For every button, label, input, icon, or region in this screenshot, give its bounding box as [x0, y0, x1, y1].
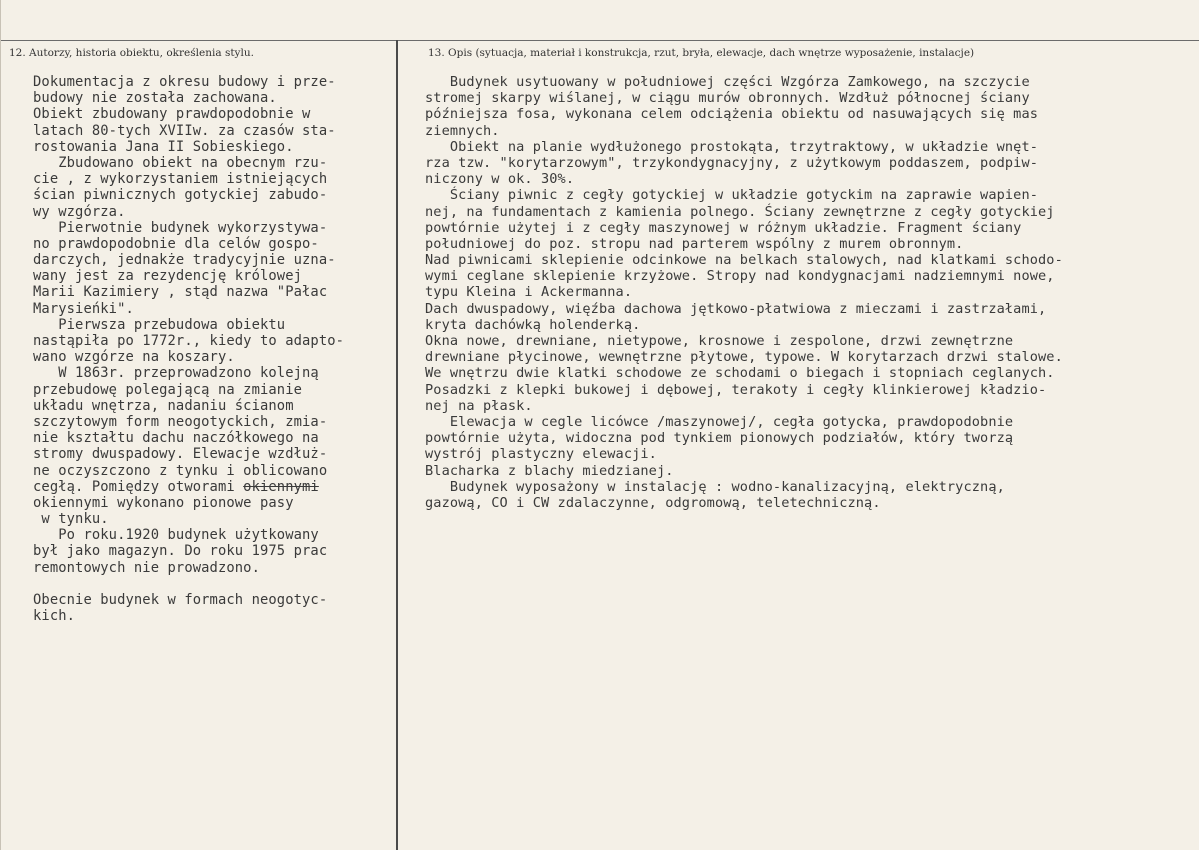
text-line: ne oczyszczono z tynku i oblicowano — [33, 462, 328, 479]
text-line: Zbudowano obiekt na obecnym rzu- — [33, 154, 328, 171]
text-line: Marii Kazimiery , stąd nazwa "Pałac — [33, 284, 328, 301]
text-line: Po roku.1920 budynek użytkowany — [33, 527, 319, 544]
text-line: Obecnie budynek w formach neogotyc- — [33, 592, 328, 608]
text-line: kryta dachówką holenderką. — [425, 316, 641, 333]
column-divider — [396, 40, 398, 850]
text-line: latach 80-tych XVIIw. za czasów sta- — [33, 122, 336, 139]
text-line: powtórnie użytej i z cegły maszynowej w różnym układzie. Fragment ściany — [425, 219, 1022, 236]
text-line: kich. — [33, 608, 76, 625]
text-line: wy wzgórza. — [33, 203, 126, 220]
text-line: stromej skarpy wiślanej, w ciągu murów obronnych. Wzdłuż północnej ściany — [425, 90, 1030, 107]
history-column — [33, 74, 344, 624]
struck-word: okiennymi — [243, 478, 319, 495]
text-line: gazową, CO i CW zdalaczynne, odgromową, teletechniczną. — [425, 494, 881, 511]
header-divider — [1, 40, 1199, 41]
text-line: We wnętrzu dwie klatki schodowe ze schodami o biegach i stopniach ceglanych. — [425, 365, 1055, 382]
description-column — [425, 74, 1063, 511]
text-line: Marysieńki". — [33, 300, 134, 317]
text-line: wystrój plastyczny elewacji. — [425, 446, 657, 463]
text-line: nie kształtu dachu naczółkowego na — [33, 430, 319, 447]
text-line: szczytowym form neogotyckich, zmia- — [33, 413, 328, 430]
text-line: Elewacja w cegle licówce /maszynowej/, cegła gotycka, prawdopodobnie — [425, 413, 1014, 430]
text-line: okiennymi wykonano pionowe pasy — [33, 494, 294, 511]
text-line: Obiekt na planie wydłużonego prostokąta, trzytraktowy, w układzie wnęt- — [425, 138, 1039, 155]
text-line: nej na płask. — [425, 397, 533, 414]
text-line: Pierwsza przebudowa obiektu — [33, 316, 286, 333]
text-line: typu Kleina i Ackermanna. — [425, 284, 633, 301]
text-line — [33, 576, 344, 592]
text-line: Pierwotnie budynek wykorzystywa- — [33, 219, 328, 236]
text-line: późniejsza fosa, wykonana celem odciążenia obiektu od nasuwających się mas — [425, 106, 1039, 123]
text-line: stromy dwuspadowy. Elewacje wzdłuż- — [33, 446, 328, 463]
text-line: Ściany piwnic z cegły gotyckiej w układzie gotyckim na zaprawie wapien- — [425, 187, 1039, 204]
text-line: był jako magazyn. Do roku 1975 prac — [33, 543, 328, 560]
section-12-heading: 12. Autorzy, historia obiektu, określenia stylu. — [9, 47, 254, 59]
text-line: Obiekt zbudowany prawdopodobnie w — [33, 106, 311, 123]
text-line: przebudowę polegającą na zmianie — [33, 381, 303, 398]
text-line: ziemnych. — [425, 122, 500, 139]
text-line: południowej do poz. stropu nad parterem wspólny z murem obronnym. — [425, 235, 964, 252]
text-line: Posadzki z klepki bukowej i dębowej, terakoty i cegły klinkierowej kładzio- — [425, 381, 1047, 398]
text-line: rostowania Jana II Sobieskiego. — [33, 138, 294, 155]
text-line: układu wnętrza, nadaniu ścianom — [33, 397, 294, 414]
text-line: powtórnie użyta, widoczna pod tynkiem pionowych podziałów, który tworzą — [425, 430, 1014, 447]
text-line: ścian piwnicznych gotyckiej zabudo- — [33, 187, 328, 204]
text-line: budowy nie została zachowana. — [33, 90, 277, 107]
text-line: Nad piwnicami sklepienie odcinkowe na belkach stalowych, nad klatkami schodo- — [425, 252, 1063, 269]
text-line: nastąpiła po 1772r., kiedy to adapto- — [33, 333, 345, 349]
text-line: niczony w ok. 30%. — [425, 171, 575, 188]
text-line: Dach dwuspadowy, więźba dachowa jętkowo-płatwiowa z mieczami i zastrzałami, — [425, 300, 1047, 317]
text-line: rza tzw. "korytarzowym", trzykondygnacyjny, z użytkowym poddaszem, podpiw- — [425, 154, 1039, 171]
text-line: cie , z wykorzystaniem istniejących — [33, 171, 328, 188]
text-line: Budynek wyposażony w instalację : wodno-kanalizacyjną, elektryczną, — [425, 478, 1005, 495]
text-line: Dokumentacja z okresu budowy i prze- — [33, 74, 336, 90]
text-line: Blacharka z blachy miedzianej. — [425, 462, 674, 479]
text-line: remontowych nie prowadzono. — [33, 559, 260, 576]
text-line: wano wzgórze na koszary. — [33, 349, 235, 366]
text-line: wany jest za rezydencję królowej — [33, 268, 303, 285]
text-line: w tynku. — [33, 511, 109, 528]
text-line: nej, na fundamentach z kamienia polnego. Ściany zewnętrzne z cegły gotyckiej — [425, 203, 1055, 220]
text-line: Okna nowe, drewniane, nietypowe, krosnowe i zespolone, drzwi zewnętrzne — [425, 333, 1014, 349]
text-line: W 1863r. przeprowadzono kolejną — [33, 365, 319, 382]
text-line: Budynek usytuowany w południowej części Wzgórza Zamkowego, na szczycie — [425, 74, 1030, 90]
text-line: darczych, jednakże tradycyjnie uzna- — [33, 252, 336, 269]
section-13-heading: 13. Opis (sytuacja, materiał i konstrukcja, rzut, bryła, elewacje, dach wnętrze wyposażenie, instalacje) — [428, 47, 975, 59]
text-line: no prawdopodobnie dla celów gospo- — [33, 235, 319, 252]
text-line: cegłą. Pomiędzy otworami okiennymi — [33, 478, 319, 495]
text-line: wymi ceglane sklepienie krzyżowe. Stropy nad kondygnacjami nadziemnymi nowe, — [425, 268, 1055, 285]
text-line: drewniane płycinowe, wewnętrzne płytowe, typowe. W korytarzach drzwi stalowe. — [425, 349, 1063, 366]
